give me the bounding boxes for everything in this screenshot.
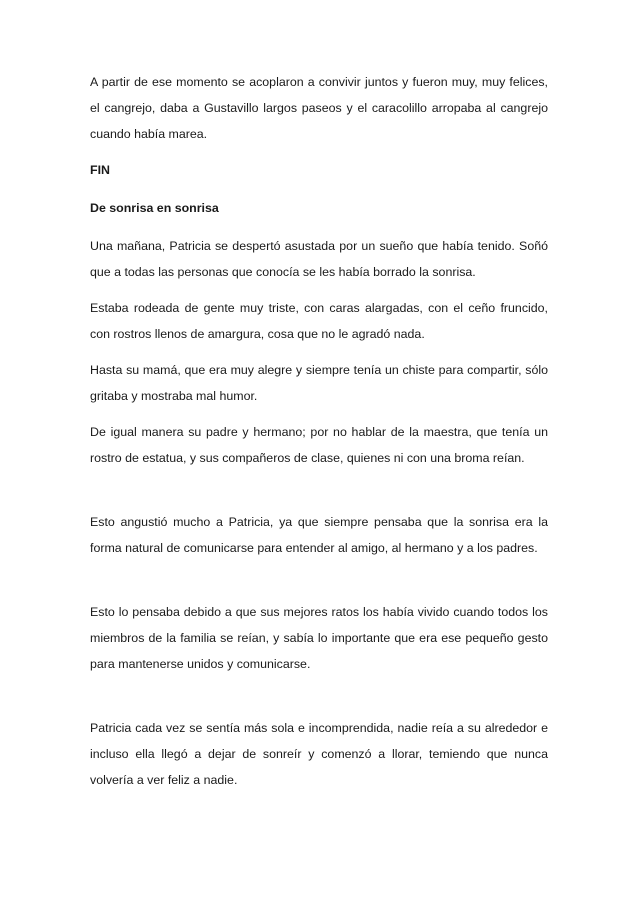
paragraph-mother: Hasta su mamá, que era muy alegre y siempre tenía un chiste para compartir, sólo gritaba y mostraba mal humor. [90, 363, 548, 403]
paragraph-anguish: Esto angustió mucho a Patricia, ya que siempre pensaba que la sonrisa era la forma natural de comunicarse para entender al amigo, al hermano y a los padres. [90, 515, 548, 555]
paragraph-dream: Una mañana, Patricia se despertó asustada por un sueño que había tenido. Soñó que a todas las personas que conocía se les había borrado la sonrisa. [90, 239, 548, 279]
story-title: De sonrisa en sonrisa [90, 201, 219, 215]
paragraph-ending: A partir de ese momento se acoplaron a convivir juntos y fueron muy, muy felices, el cangrejo, daba a Gustavillo largos paseos y el caracolillo arropaba al cangrejo cuando había marea. [90, 75, 548, 141]
paragraph-father-brother: De igual manera su padre y hermano; por no hablar de la maestra, que tenía un rostro de estatua, y sus compañeros de clase, quienes ni con una broma reían. [90, 425, 548, 465]
document-body [90, 69, 548, 803]
heading-fin: FIN [90, 163, 110, 177]
paragraph-sad-people: Estaba rodeada de gente muy triste, con caras alargadas, con el ceño fruncido, con rostros llenos de amargura, cosa que no le agradó nada. [90, 301, 548, 341]
paragraph-lonely: Patricia cada vez se sentía más sola e incomprendida, nadie reía a su alrededor e incluso ella llegó a dejar de sonreír y comenzó a llorar, temiendo que nunca volvería a ver feliz a nadie. [90, 721, 548, 787]
paragraph-family: Esto lo pensaba debido a que sus mejores ratos los había vivido cuando todos los miembros de la familia se reían, y sabía lo importante que era ese pequeño gesto para mantenerse unidos y comunicarse. [90, 605, 548, 671]
